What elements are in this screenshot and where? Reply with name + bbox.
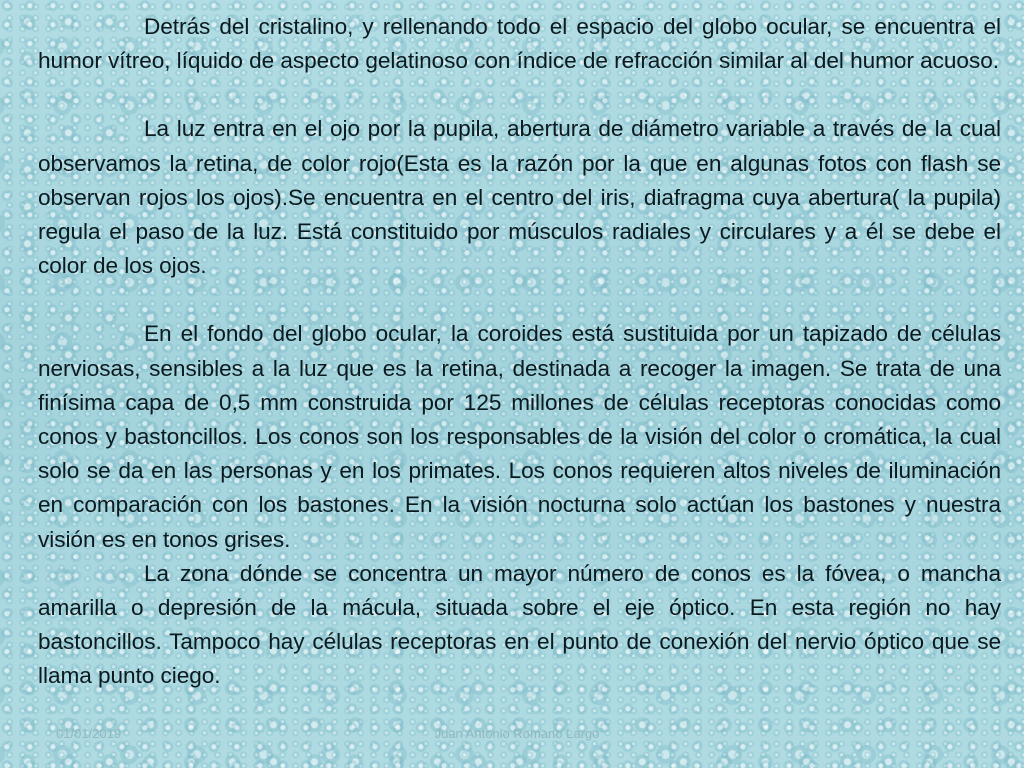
slide-body	[38, 10, 1001, 732]
paragraph-vitreous-humor: Detrás del cristalino, y rellenando todo el espacio del globo ocular, se encuentra el humor vítreo, líquido de aspecto gelatinoso con índice de refracción similar al del humor acuoso.	[38, 14, 1001, 74]
footer-date: 01/01/2019	[56, 726, 122, 741]
paragraph-pupil-iris: La luz entra en el ojo por la pupila, abertura de diámetro variable a través de la cual observamos la retina, de color rojo(Esta es la razón por la que en algunas fotos con flash se observan rojos los ojos).Se encuentra en el centro del iris, diafragma cuya abertura( la pupila) regula el paso de la luz. Está constituido por músculos radiales y circulares y a él se debe el color de los ojos.	[38, 116, 1001, 279]
paragraph-fovea: La zona dónde se concentra un mayor número de conos es la fóvea, o mancha amarilla o depresión de la mácula, situada sobre el eje óptico. En esta región no hay bastoncillos. Tampoco hay células receptoras en el punto de conexión del nervio óptico que se llama punto ciego.	[38, 560, 1001, 689]
paragraph-retina: En el fondo del globo ocular, la coroides está sustituida por un tapizado de células nerviosas, sensibles a la luz que es la retina, destinada a recoger la imagen. Se trata de una finísima capa de 0,5 mm construida por 125 millones de células receptoras conocidas como conos y bastoncillos. Los conos son los responsables de la visión del color o cromática, la cual solo se da en las personas y en los primates. Los conos requieren altos niveles de iluminación en comparación con los bastones. En la visión nocturna solo actúan los bastones y nuestra visión es en tonos grises.	[38, 321, 1001, 552]
footer-author: Juan Antonio Romano Largo	[434, 726, 600, 741]
paragraph-spacer	[38, 78, 1001, 112]
paragraph-spacer	[38, 283, 1001, 317]
